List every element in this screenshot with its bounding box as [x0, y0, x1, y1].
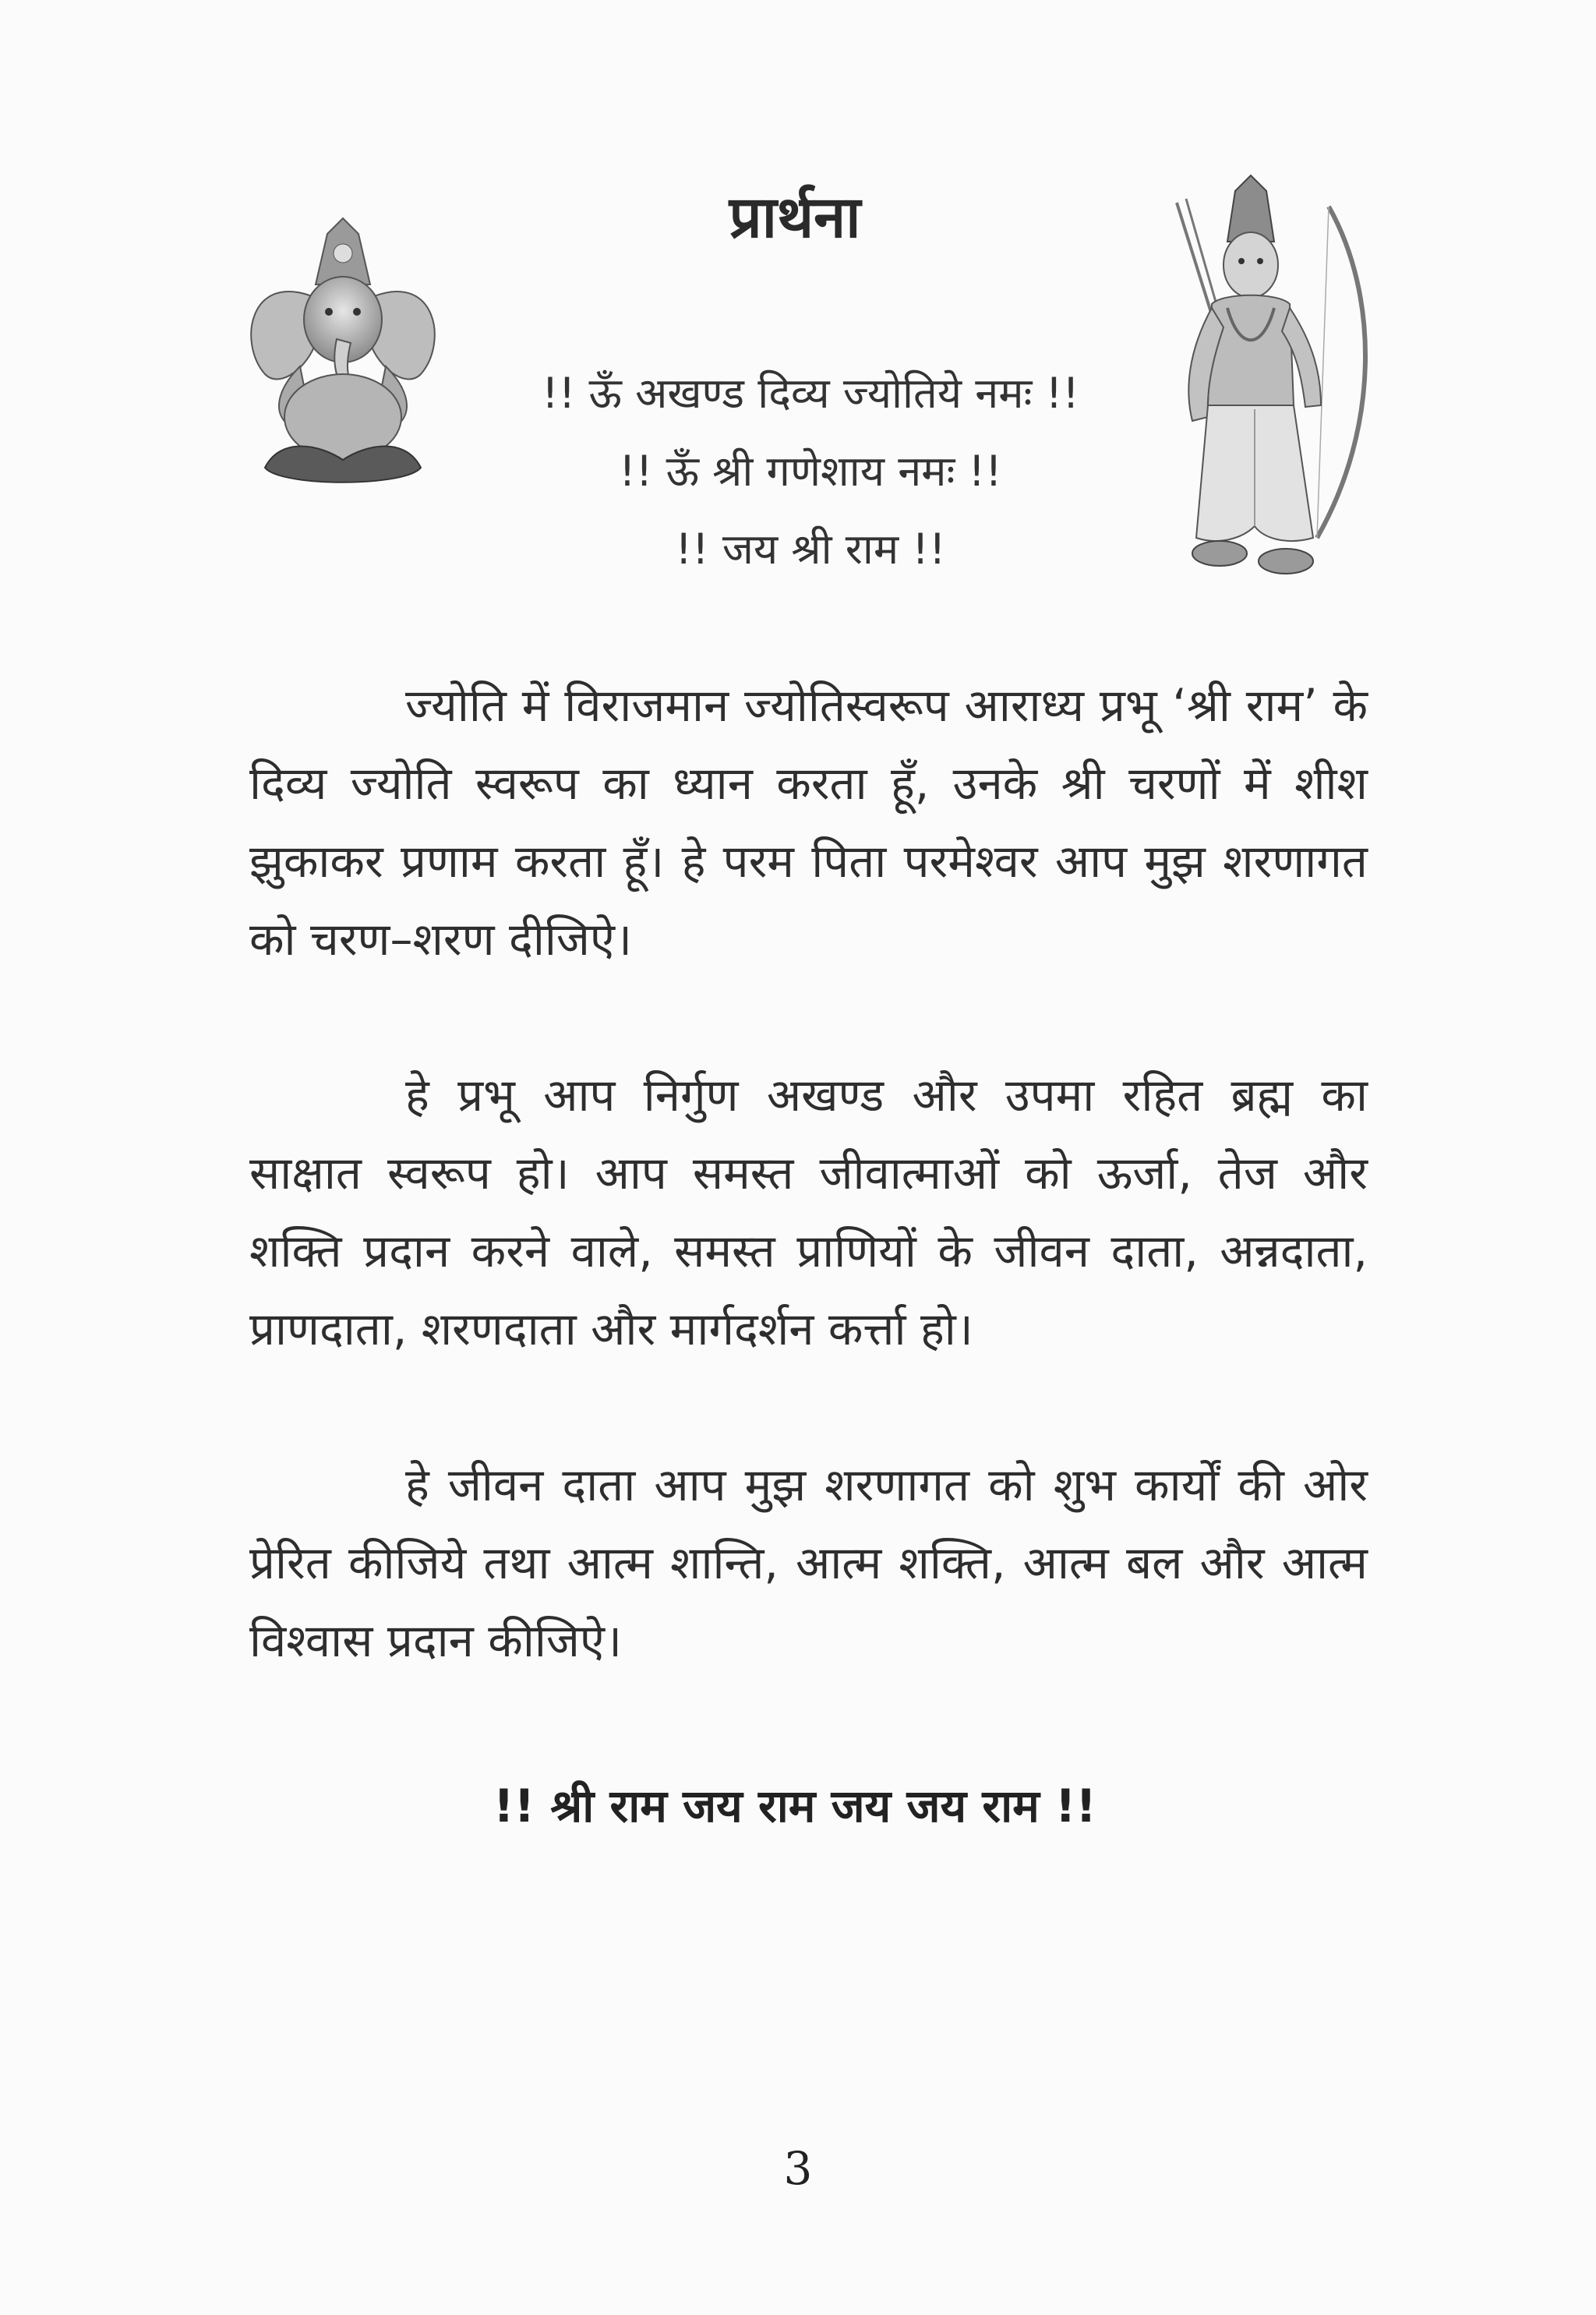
closing-chant: !! श्री राम जय राम जय जय राम !! [493, 1780, 1096, 1833]
paragraph-3-text: हे जीवन दाता आप मुझ शरणागत को शुभ कार्यों की ओर प्रेरित कीजिये तथा आत्म शान्ति, आत्म शक्ति, आत्म बल और आत्म विश्वास प्रदान कीजिऐ। [249, 1458, 1368, 1667]
paragraph-1 [249, 666, 1368, 978]
mantra-line-2: !! ऊँ श्री गणेशाय नमः !! [619, 447, 1002, 496]
paragraph-2-text: हे प्रभू आप निर्गुण अखण्ड और उपमा रहित ब्रह्म का साक्षात स्वरूप हो। आप समस्त जीवात्माओं को ऊर्जा, तेज और शक्ति प्रदान करने वाले, समस्त प्राणियों के जीवन दाता, अन्नदाता, प्राणदाता, शरणदाता और मार्गदर्शन कर्त्ता हो। [249, 1069, 1368, 1355]
paragraph-3 [249, 1446, 1368, 1680]
page-title: प्रार्थना [729, 184, 861, 251]
mantra-line-3: !! जय श्री राम !! [675, 525, 946, 574]
ganesha-illustration [234, 210, 452, 499]
paragraph-2 [249, 1056, 1368, 1368]
mantra-line-1: !! ऊँ अखण्ड दिव्य ज्योतिये नमः !! [542, 369, 1079, 418]
page-number: 3 [783, 2142, 813, 2195]
paragraph-1-text: ज्योति में विराजमान ज्योतिस्वरूप आराध्य प्रभू ‘श्री राम’ के दिव्य ज्योति स्वरूप का ध्यान करता हूँ, उनके श्री चरणों में शीश झुकाकर प्रणाम करता हूँ। हे परम पिता परमेश्वर आप मुझ शरणागत को चरण–शरण दीजिऐ। [249, 679, 1368, 966]
